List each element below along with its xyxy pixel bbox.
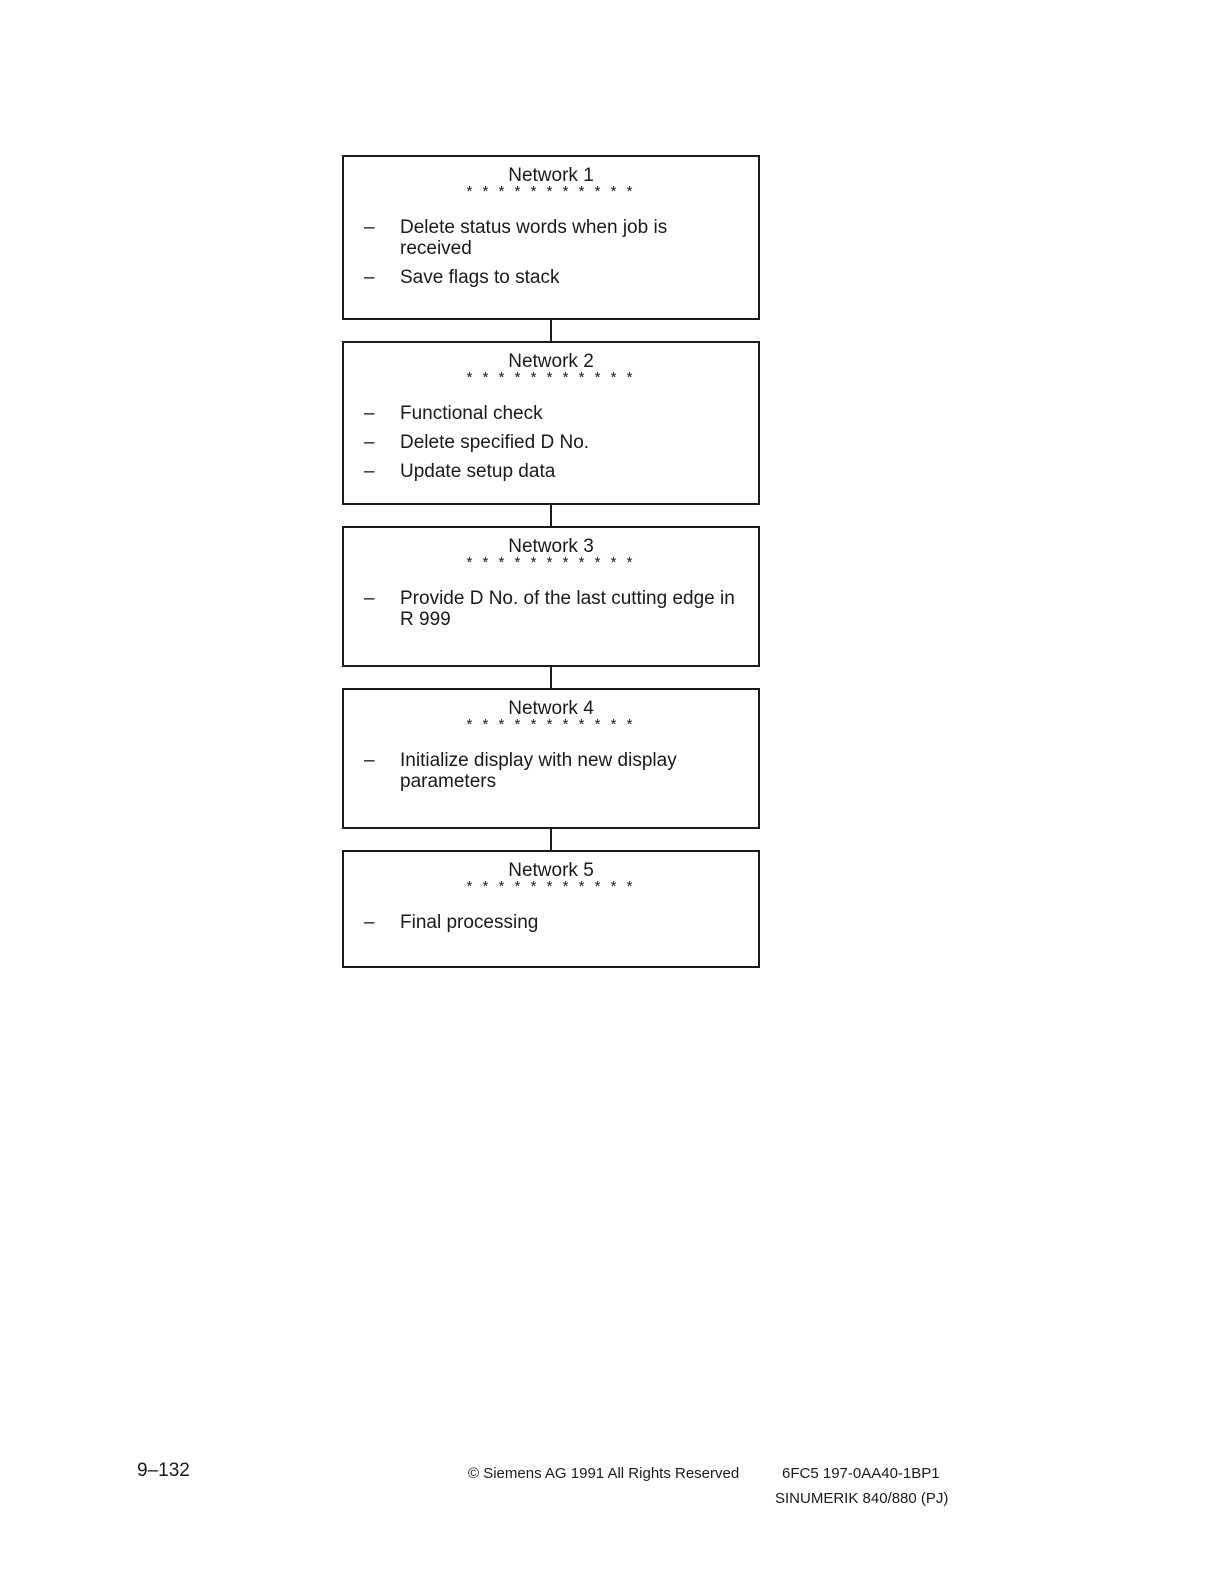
item-dash: –	[364, 432, 375, 453]
item-dash: –	[364, 267, 375, 288]
network-title: Network 3	[508, 536, 594, 557]
list-item	[364, 588, 738, 630]
item-dash: –	[364, 588, 375, 609]
item-text: Provide D No. of the last cutting edge in R 999	[400, 588, 735, 630]
page-number: 9–132	[137, 1460, 190, 1481]
item-text: Initialize display with new display parameters	[400, 750, 677, 792]
network-separator-stars: * * * * * * * * * * *	[466, 183, 636, 200]
network-separator-stars: * * * * * * * * * * *	[466, 554, 636, 571]
network-box-1	[342, 155, 760, 320]
connector-line	[550, 505, 552, 526]
network-item-list	[364, 588, 738, 638]
copyright-notice: © Siemens AG 1991 All Rights Reserved	[468, 1465, 740, 1482]
connector-line	[550, 829, 552, 850]
network-separator-stars: * * * * * * * * * * *	[466, 716, 636, 733]
item-text: Update setup data	[400, 461, 556, 482]
item-dash: –	[364, 217, 375, 238]
item-text: Final processing	[400, 912, 539, 933]
item-dash: –	[364, 461, 375, 482]
list-item	[364, 912, 738, 933]
connector-line	[550, 667, 552, 688]
network-box-2	[342, 341, 760, 505]
list-item	[364, 461, 738, 482]
item-text: Delete specified D No.	[400, 432, 590, 453]
connector-line	[550, 320, 552, 341]
item-text: Functional check	[400, 403, 543, 424]
network-separator-stars: * * * * * * * * * * *	[466, 878, 636, 895]
product-name: SINUMERIK 840/880 (PJ)	[775, 1490, 949, 1507]
network-box-3	[342, 526, 760, 667]
item-dash: –	[364, 403, 375, 424]
item-dash: –	[364, 912, 375, 933]
network-box-4	[342, 688, 760, 829]
network-box-5	[342, 850, 760, 968]
item-text: Save flags to stack	[400, 267, 560, 288]
list-item	[364, 267, 738, 288]
network-title: Network 1	[508, 165, 594, 186]
list-item	[364, 217, 738, 259]
network-separator-stars: * * * * * * * * * * *	[466, 369, 636, 386]
network-item-list	[364, 750, 738, 800]
list-item	[364, 403, 738, 424]
item-dash: –	[364, 750, 375, 771]
order-number: 6FC5 197-0AA40-1BP1	[782, 1465, 940, 1482]
item-text: Delete status words when job is received	[400, 217, 668, 259]
network-title: Network 4	[508, 698, 594, 719]
list-item	[364, 432, 738, 453]
network-title: Network 5	[508, 860, 594, 881]
network-item-list	[364, 403, 738, 490]
network-title: Network 2	[508, 351, 594, 372]
network-item-list	[364, 217, 738, 296]
network-item-list	[364, 912, 738, 941]
list-item	[364, 750, 738, 792]
